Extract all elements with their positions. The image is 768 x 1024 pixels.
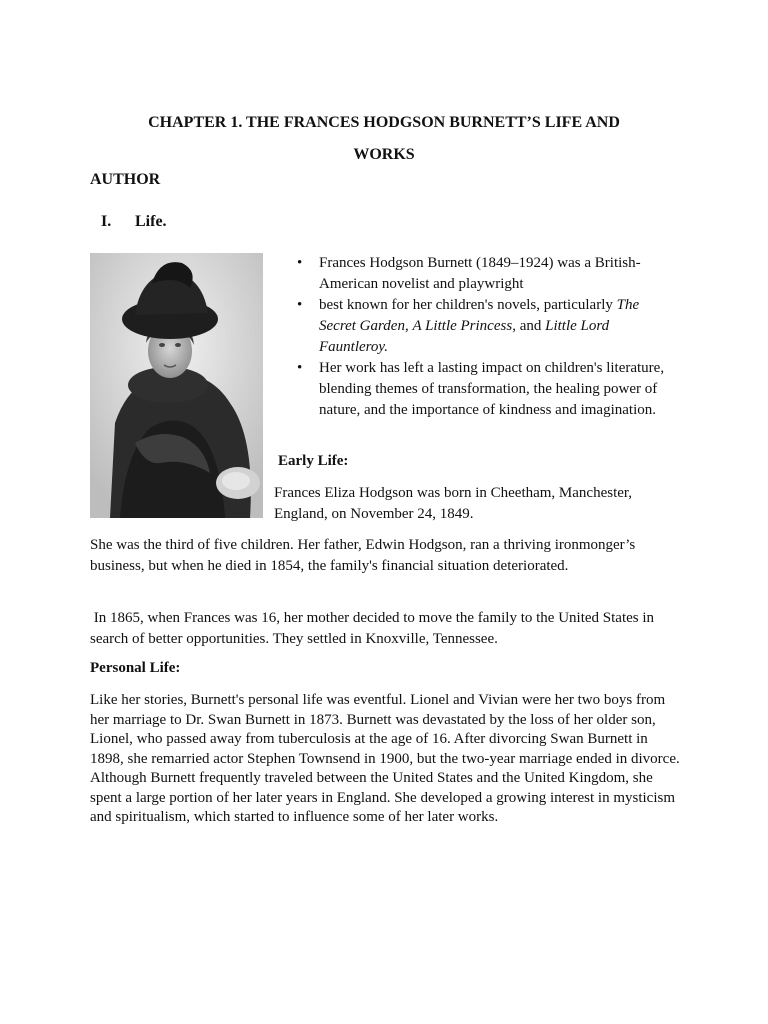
personal-life-heading: Personal Life: bbox=[90, 660, 181, 676]
body-paragraph: In 1865, when Frances was 16, her mother decided to move the family to the United States in search of better opportunities. They settled in Knoxville, Tennessee. bbox=[90, 610, 658, 647]
chapter-title bbox=[90, 107, 678, 171]
chapter-title-line-2: WORKS bbox=[353, 146, 415, 163]
bullet-list bbox=[319, 253, 679, 421]
list-item: • Her work has left a lasting impact on children's literature, blending themes of transformation, the healing power of nature, and the importance of kindness and imagination. bbox=[319, 358, 679, 421]
book-title: Little Lord Fauntleroy. bbox=[319, 318, 610, 355]
section-title: Life. bbox=[135, 213, 167, 230]
early-life-heading: Early Life: bbox=[278, 453, 349, 469]
list-item: • best known for her children's novels, particularly The Secret Garden, A Little Princess, and Little Lord Fauntleroy. bbox=[319, 295, 679, 358]
portrait-photo bbox=[90, 253, 263, 518]
book-title: A Little Princess bbox=[412, 318, 513, 334]
section-number: I. bbox=[101, 213, 112, 230]
chapter-title-line-1: CHAPTER 1. THE FRANCES HODGSON BURNETT’S LIFE AND bbox=[148, 114, 620, 131]
personal-life-paragraph-1: Like her stories, Burnett's personal life was eventful. Lionel and Vivian were her two boys from her marriage to Dr. Swan Burnett in 1873. Burnett was devastated by the loss of her older son, Lionel, who passed away from tuberculosis at the age of 16. After divorcing Swan Burnett in 1898, she remarried actor Stephen Townsend in 1900, but the two-year marriage ended in divorce. bbox=[90, 692, 680, 767]
section-heading bbox=[101, 213, 167, 231]
body-paragraph: She was the third of five children. Her father, Edwin Hodgson, ran a thriving ironmonger’s business, but when he died in 1854, the family's financial situation deteriorated. bbox=[90, 537, 636, 574]
early-life-paragraph: Frances Eliza Hodgson was born in Cheetham, Manchester, England, on November 24, 1849. bbox=[274, 485, 633, 522]
author-heading: AUTHOR bbox=[90, 171, 161, 188]
portrait-image bbox=[90, 253, 263, 518]
personal-life-paragraph-2: Although Burnett frequently traveled between the United States and the United Kingdom, she spent a large portion of her later years in England. She developed a growing interest in mysticism and spiritualism, which started to influence some of her later works. bbox=[90, 770, 675, 825]
list-item: • Frances Hodgson Burnett (1849–1924) was a British-American novelist and playwright bbox=[319, 253, 679, 295]
personal-life-text bbox=[90, 691, 682, 828]
book-title: The Secret Garden bbox=[319, 297, 640, 334]
